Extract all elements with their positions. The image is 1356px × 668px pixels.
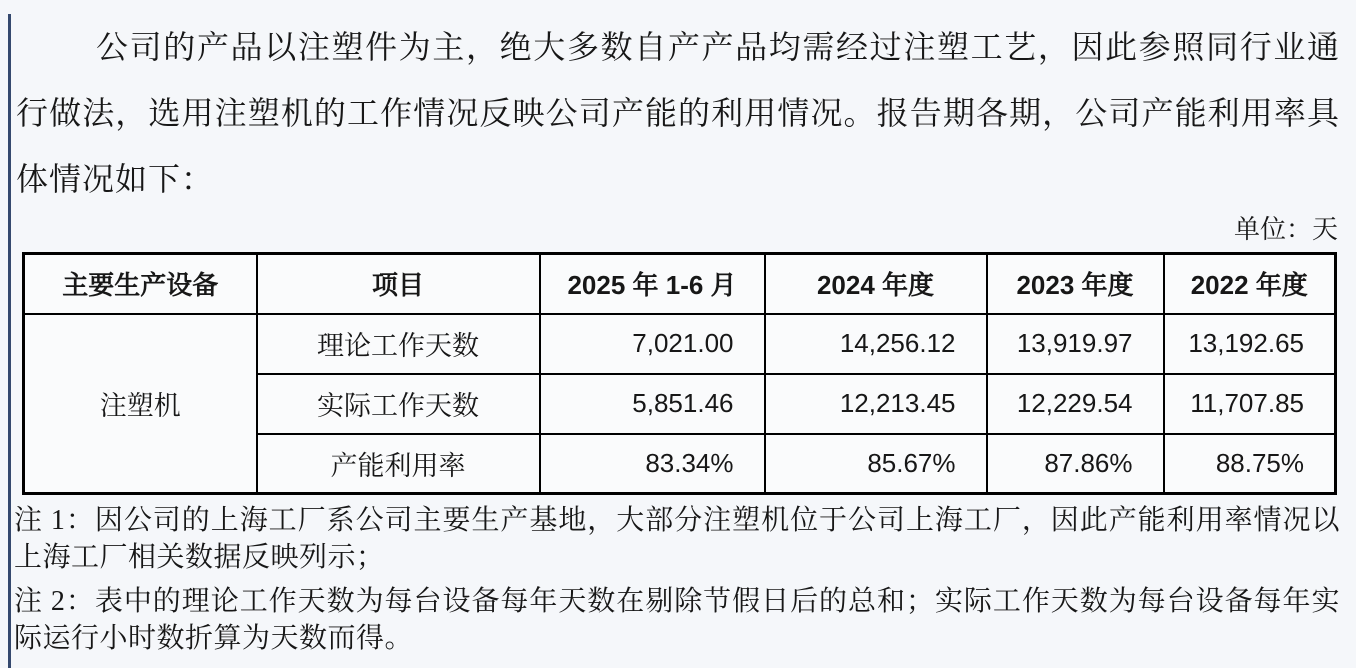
col-header-item: 项目 (257, 254, 540, 314)
document-page (0, 14, 1356, 668)
value-cell: 12,213.45 (765, 374, 987, 434)
note-2: 注 2：表中的理论工作天数为每台设备每年天数在剔除节假日后的总和；实际工作天数为每台设备每年实际运行小时数折算为天数而得。 (14, 586, 1340, 654)
item-cell: 实际工作天数 (257, 374, 540, 434)
col-header-2023: 2023 年度 (987, 254, 1164, 314)
equipment-cell: 注塑机 (24, 314, 257, 494)
value-cell: 13,192.65 (1164, 314, 1336, 374)
item-cell: 理论工作天数 (257, 314, 540, 374)
col-header-equipment: 主要生产设备 (24, 254, 257, 314)
capacity-utilization-table (22, 252, 1337, 495)
value-cell: 14,256.12 (765, 314, 987, 374)
left-accent-line (8, 14, 11, 668)
value-cell: 12,229.54 (987, 374, 1164, 434)
col-header-2024: 2024 年度 (765, 254, 987, 314)
value-cell: 7,021.00 (540, 314, 765, 374)
intro-paragraph: 公司的产品以注塑件为主，绝大多数自产产品均需经过注塑工艺，因此参照同行业通行做法，选用注塑机的工作情况反映公司产能的利用情况。报告期各期，公司产能利用率具体情况如下： (16, 29, 1340, 197)
value-cell: 5,851.46 (540, 374, 765, 434)
value-cell: 85.67% (765, 434, 987, 494)
table-header-row (24, 254, 1336, 314)
unit-label: 单位：天 (1233, 215, 1338, 244)
item-cell: 产能利用率 (257, 434, 540, 494)
col-header-2022: 2022 年度 (1164, 254, 1336, 314)
col-header-2025h1: 2025 年 1-6 月 (540, 254, 765, 314)
note-1: 注 1：因公司的上海工厂系公司主要生产基地，大部分注塑机位于公司上海工厂，因此产能利用率情况以上海工厂相关数据反映列示； (14, 505, 1340, 573)
value-cell: 88.75% (1164, 434, 1336, 494)
value-cell: 87.86% (987, 434, 1164, 494)
value-cell: 11,707.85 (1164, 374, 1336, 434)
value-cell: 13,919.97 (987, 314, 1164, 374)
value-cell: 83.34% (540, 434, 765, 494)
table-row-theoretical-days (24, 314, 1336, 374)
